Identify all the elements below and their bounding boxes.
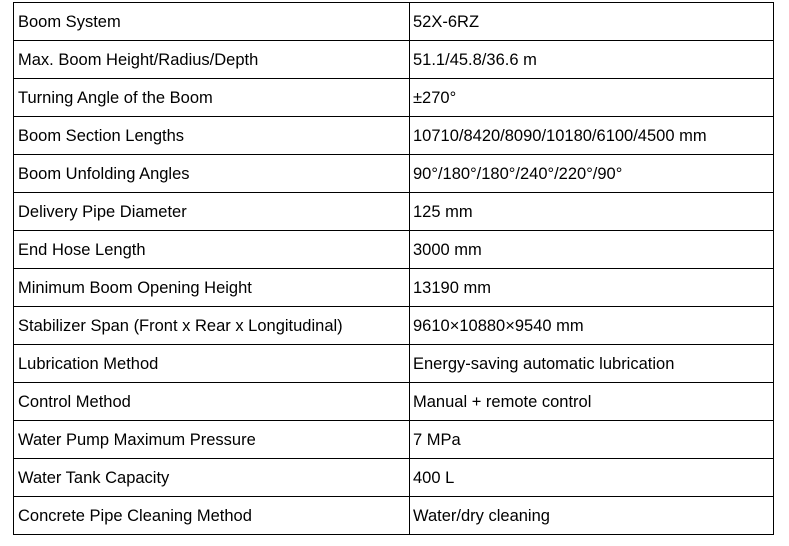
spec-value: Energy-saving automatic lubrication (410, 345, 774, 383)
spec-label: End Hose Length (14, 231, 410, 269)
spec-label: Boom Unfolding Angles (14, 155, 410, 193)
spec-value: ±270° (410, 79, 774, 117)
spec-value: 52X-6RZ (410, 3, 774, 41)
table-row (14, 421, 774, 459)
spec-label: Control Method (14, 383, 410, 421)
table-row (14, 231, 774, 269)
spec-label: Water Pump Maximum Pressure (14, 421, 410, 459)
spec-value: 10710/8420/8090/10180/6100/4500 mm (410, 117, 774, 155)
spec-value: 125 mm (410, 193, 774, 231)
spec-value: 90°/180°/180°/240°/220°/90° (410, 155, 774, 193)
table-row (14, 41, 774, 79)
spec-label: Water Tank Capacity (14, 459, 410, 497)
spec-value: 400 L (410, 459, 774, 497)
spec-value: 9610×10880×9540 mm (410, 307, 774, 345)
spec-label: Delivery Pipe Diameter (14, 193, 410, 231)
spec-label: Minimum Boom Opening Height (14, 269, 410, 307)
table-row (14, 497, 774, 535)
spec-label: Boom Section Lengths (14, 117, 410, 155)
spec-label: Turning Angle of the Boom (14, 79, 410, 117)
table-row (14, 269, 774, 307)
spec-value: 3000 mm (410, 231, 774, 269)
table-row (14, 307, 774, 345)
spec-label: Boom System (14, 3, 410, 41)
table-row (14, 79, 774, 117)
table-row (14, 193, 774, 231)
spec-value: 13190 mm (410, 269, 774, 307)
spec-value: 7 MPa (410, 421, 774, 459)
table-row (14, 117, 774, 155)
spec-value: Water/dry cleaning (410, 497, 774, 535)
table-row (14, 345, 774, 383)
spec-label: Concrete Pipe Cleaning Method (14, 497, 410, 535)
table-row (14, 383, 774, 421)
table-row (14, 155, 774, 193)
spec-label: Stabilizer Span (Front x Rear x Longitudinal) (14, 307, 410, 345)
table-row (14, 3, 774, 41)
spec-label: Lubrication Method (14, 345, 410, 383)
spec-label: Max. Boom Height/Radius/Depth (14, 41, 410, 79)
spec-table (13, 2, 774, 535)
spec-value: 51.1/45.8/36.6 m (410, 41, 774, 79)
spec-value: Manual + remote control (410, 383, 774, 421)
table-row (14, 459, 774, 497)
